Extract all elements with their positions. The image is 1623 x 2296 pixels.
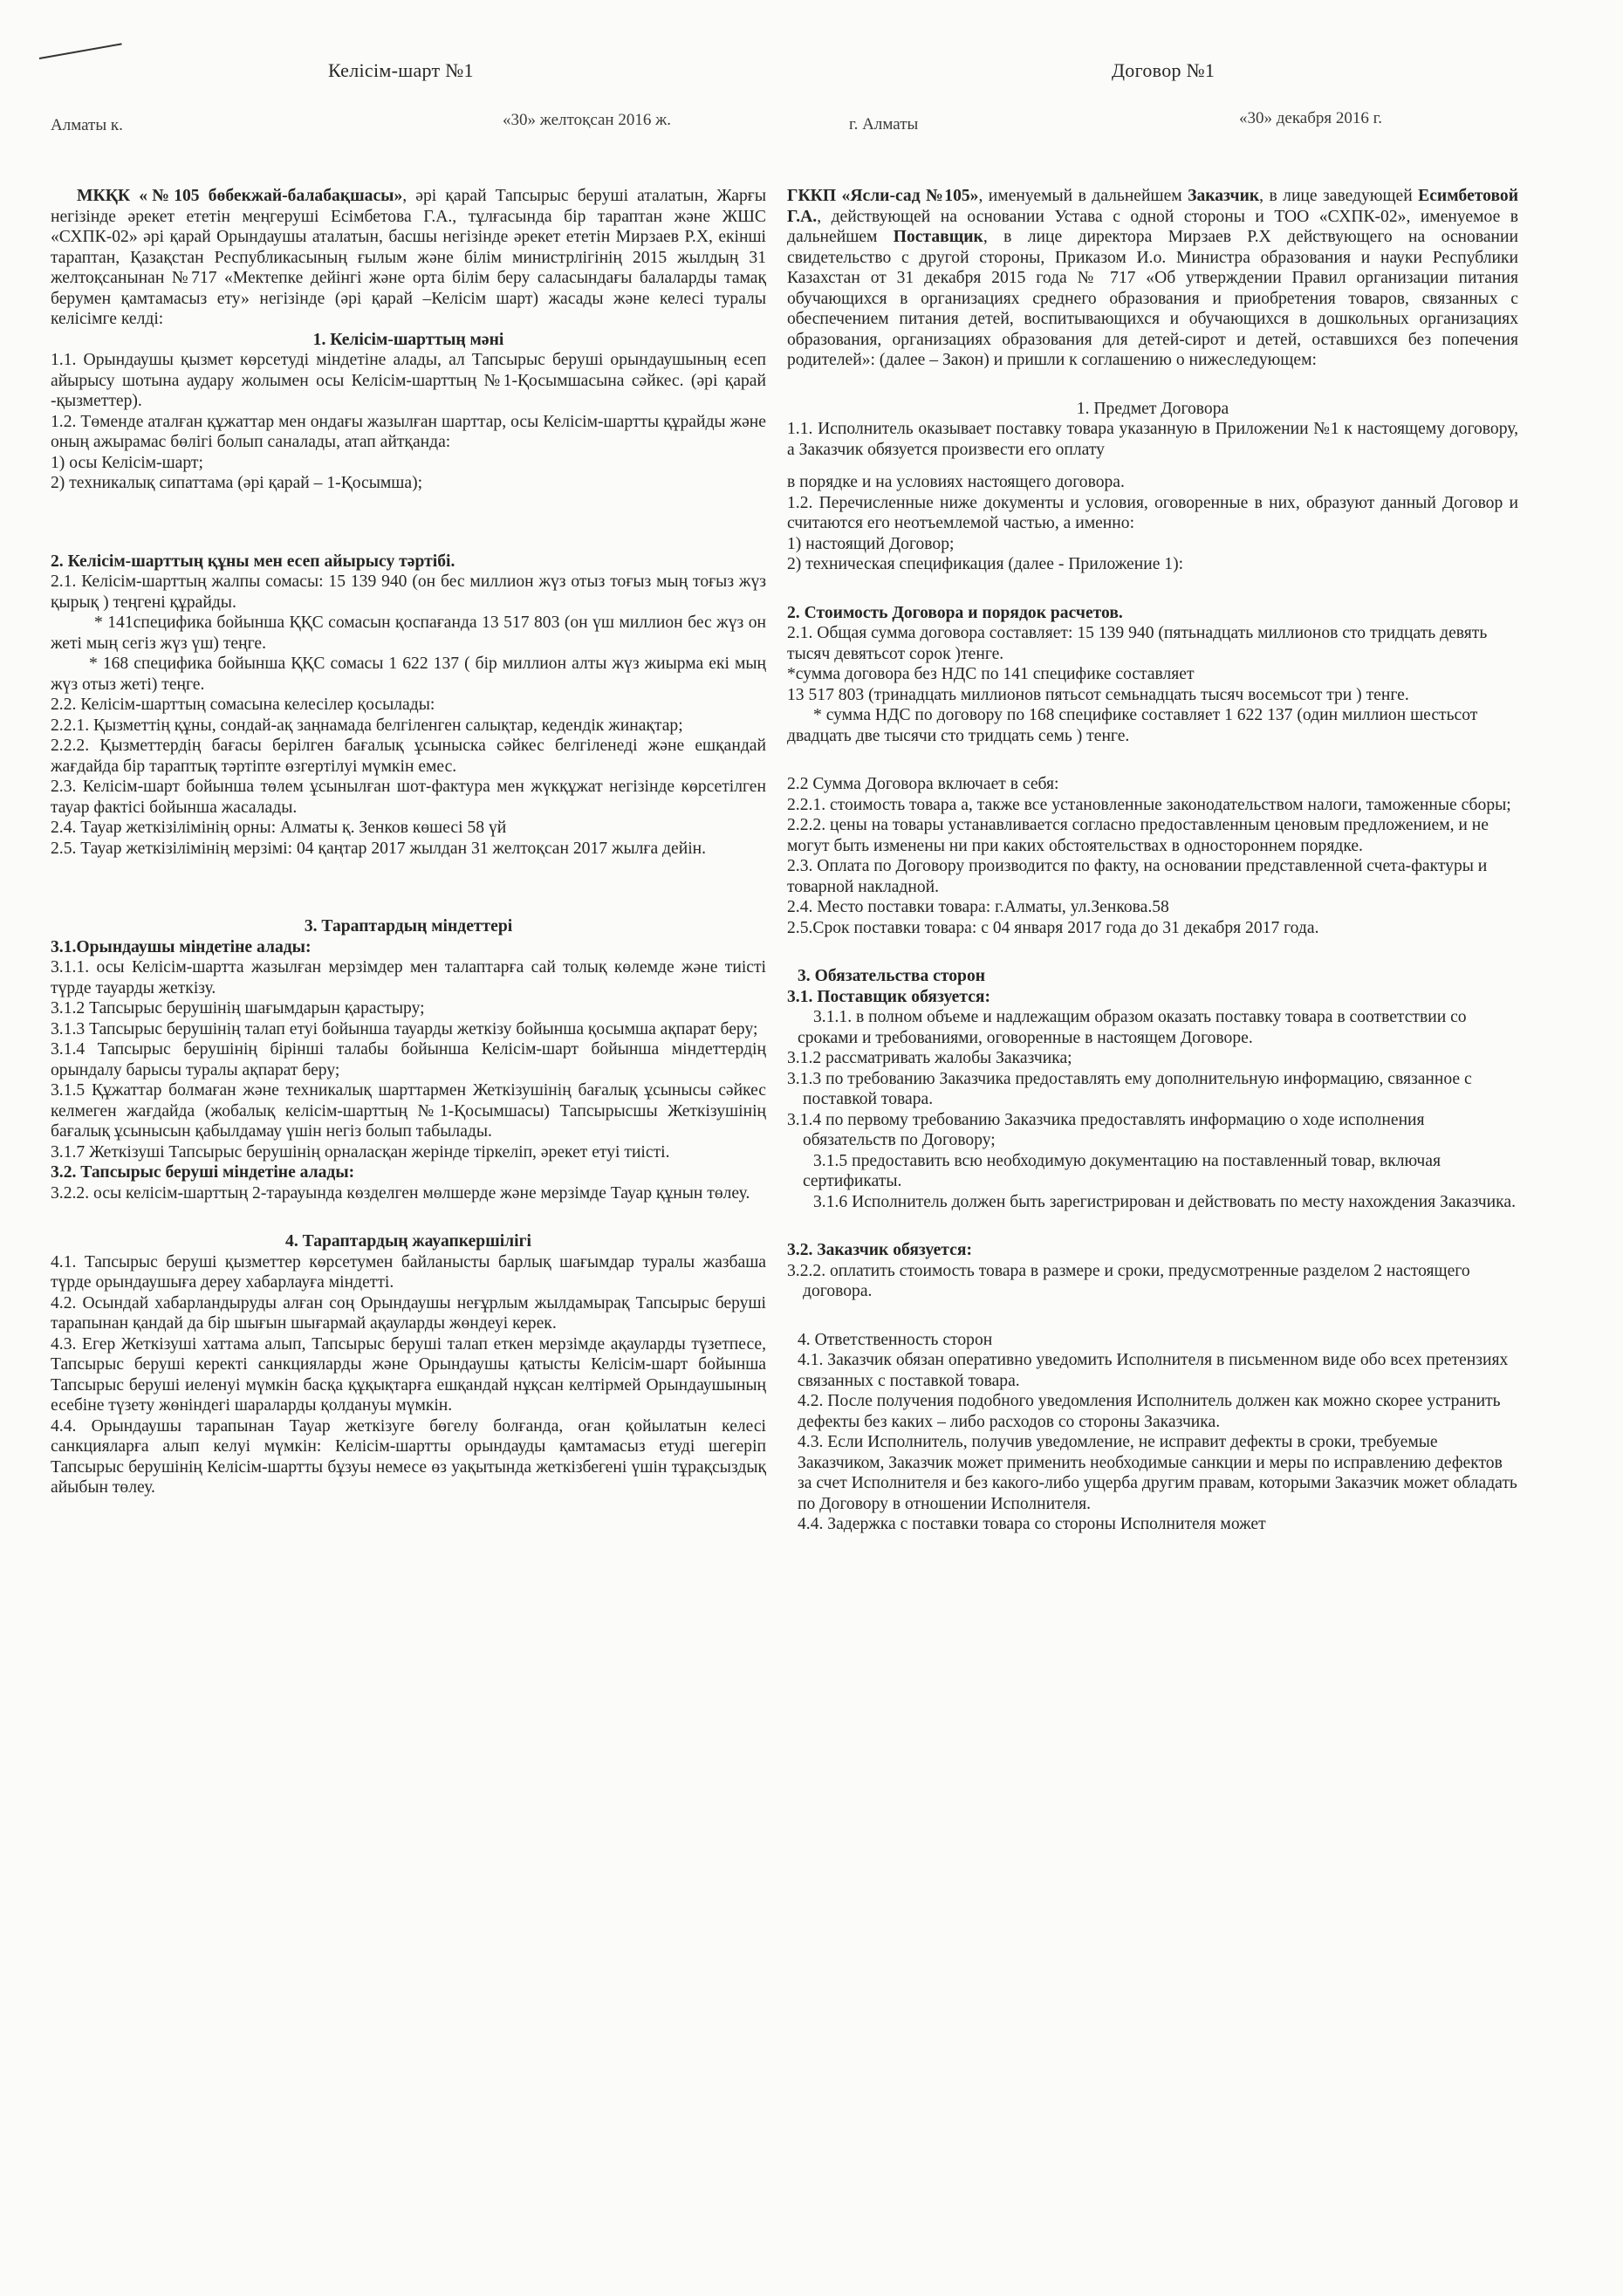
kz-s2-p8: 2.4. Тауар жеткізілімінің орны: Алматы қ. Зенков көшесі 58 үй [51, 819, 507, 837]
ru-s3-sub1: 3.1. Поставщик обязуется: [787, 987, 991, 1006]
kz-city: Алматы к. [51, 116, 123, 134]
ru-s1-heading: 1. Предмет Договора [1076, 399, 1229, 418]
ru-s3-p3: 3.1.3 по требованию Заказчика предоставлять ему дополнительную информацию, связанное с поставкой товара. [787, 1069, 1472, 1108]
ru-s2-p7: 2.2.2. цены на товары устанавливается согласно предоставленным ценовым предложением, и не могут быть изменены ни при каких обстоятельствах в одностороннем порядке. [787, 816, 1489, 855]
kz-column [51, 186, 766, 1498]
ru-city: г. Алматы [849, 115, 919, 134]
kz-s3-sub2: 3.2. Тапсырыс беруші міндетіне алады: [51, 1163, 355, 1182]
kz-s2-p4: 2.2. Келісім-шарттың сомасына келесілер қосылады: [51, 696, 435, 714]
ru-s1-i2: 2) техническая спецификация (далее - Приложение 1): [787, 555, 1184, 573]
kz-customer-name: МКҚК «№105 бөбекжай-балабақшасы» [77, 187, 403, 205]
kz-s4-p4: 4.4. Орындаушы тарапынан Тауар жеткізуге бөгелу болғанда, оған қойылатын келесі санкцияларға алып келуі мүмкін: Келісім-шартты орындауды қамтамасыз етуді шегеріп Тапсырыс берушінің Келісім-шартты бұзуы немесе өз уақытында жеткізбегені үшін тұрақсыздық айыбын төлеу. [51, 1416, 766, 1497]
kz-intro: МКҚК «№105 бөбекжай-балабақшасы», әрі қарай Тапсырыс беруші аталатын, Жарғы негізінде әрекет ететін меңгеруші Есімбетова Г.А., тұлғасында бір тараптан және ЖШС «СХПК-02» әрі қарай Орындаушы аталатын, басшы негізінде әрекет ететін Мирзаев Р.Х, екінші тараптан, Қазақстан Республикасының ғылым және білім министрлігінің 2015 жылдың 31 желтоқсанынан №717 «Мектепке дейінгі және орта білім беру саласындағы балаларды тамақ берумен қамтамасыз ету» негізінде (әрі қарай –Келісім шарт) жасады және келесі туралы келісімге келді: [51, 187, 766, 328]
kz-s2-p9: 2.5. Тауар жеткізілімінің мерзімі: 04 қаңтар 2017 жылдан 31 желтоқсан 2017 жылға дейін. [51, 839, 707, 858]
ru-s4-p3: 4.3. Если Исполнитель, получив уведомление, не исправит дефекты в сроки, требуемые Заказчиком, Заказчик может применить необходимые санкции и меры по исправлению дефектов за счет Исполнителя и без какого-либо ущерба другим правам, которыми Заказчик может обладать по Договору в отношении Исполнителя. [798, 1433, 1517, 1513]
kz-s4-p1: 4.1. Тапсырыс беруші қызметтер көрсетумен байланысты барлық шағымдар туралы жазбаша түрде орындаушыға дереу хабарлауға міндетті. [51, 1252, 766, 1292]
kz-s3-p1: 3.1.1. осы Келісім-шартта жазылған мерзімдер мен талаптарға сай толық көлемде және тиісті түрде тауарды жеткізу. [51, 958, 766, 997]
ru-s1-p2: 1.2. Перечисленные ниже документы и условия, оговоренные в них, образуют данный Договор и считаются его неотъемлемой частью, а именно: [787, 493, 1518, 532]
kz-s2-p6: 2.2.2. Қызметтердің бағасы берілген бағалық ұсыныска сәйкес белгіленеді және ешқандай жағдайда бір тараптық тәртіпте өзгертілуі мүмкін емес. [51, 737, 766, 776]
kz-s3-heading: 3. Тараптардың міндеттері [304, 917, 513, 936]
ru-date: «30» декабря 2016 г. [1239, 109, 1383, 127]
kz-s3-sub1: 3.1.Орындаушы міндетіне алады: [51, 937, 312, 956]
ru-s3-p5: 3.1.5 предоставить всю необходимую документацию на поставленный товар, включая сертификаты. [803, 1151, 1441, 1190]
kz-s2-p3: * 168 спецификa бойынша ҚҚС сомасы 1 622 137 ( бір миллион алты жүз жиырма екі мың жүз отыз жеті) теңге. [51, 655, 766, 694]
ru-s2-p9: 2.4. Место поставки товара: г.Алматы, ул.Зенкова.58 [787, 898, 1169, 916]
kz-contract-title: Келісім-шарт №1 [328, 59, 474, 81]
ru-intro: ГККП «Ясли-сад №105», именуемый в дальнейшем Заказчик, в лице заведующей Есимбетовой Г.А., действующей на основании Устава с одной стороны и ТОО «СХПК-02», именуемое в дальнейшем Поставщик, в лице директора Мирзаев Р.Х действующего на основании свидетельство с другой стороны, Приказом И.о. Министра образования и науки Республики Казахстан от 31 декабря 2015 года № 717 «Об утверждении Правил организации питания обучающихся в организациях среднего образования и приобретения товаров, связанных с обеспечением питания детей, воспитывающихся и обучающихся в дошкольных организациях образования, организациях образования для детей-сирот и детей, оставшихся без попечения родителей»: (далее – Закон) и пришли к соглашению о нижеследующем: [787, 187, 1519, 369]
kz-s3-p2: 3.1.2 Тапсырыс берушінің шағымдарын қарастыру; [51, 999, 425, 1018]
ru-s2-p4: * сумма НДС по договору по 168 специфике составляет 1 622 137 (один миллион шестьсот двадцать две тысячи сто тридцать семь ) тенге. [787, 706, 1478, 745]
ru-s2-p1: 2.1. Общая сумма договора составляет: 15 139 940 (пятьнадцать миллионов сто тридцать девять тысяч девятьсот сорок )тенге. [787, 624, 1488, 663]
ru-s1-p1b: в порядке и на условиях настоящего договора. [787, 473, 1125, 491]
kz-s3-p7: 3.2.2. осы келісім-шарттың 2-тарауында көзделген мөлшерде және мерзімде Тауар құнын төлеу. [51, 1183, 750, 1203]
kz-date: «30» желтоқсан 2016 ж. [503, 111, 671, 129]
ru-s2-p6: 2.2.1. стоимость товара а, также все установленные законодательством налоги, таможенные сборы; [787, 795, 1511, 814]
kz-s2-p2: * 141спецификa бойынша ҚҚС сомасын қоспағанда 13 517 803 (он үш миллион бес жүз он жеті мың сегіз жүз үш) теңге. [51, 613, 766, 653]
ru-s2-p8: 2.3. Оплата по Договору производится по факту, на основании представленной счета-фактуры и товарной накладной. [787, 857, 1488, 896]
ru-s3-sub2: 3.2. Заказчик обязуется: [787, 1241, 972, 1259]
kz-s3-p4: 3.1.4 Тапсырыс берушінің бірінші талабы бойынша Келісім-шарт бойынша міндеттердің орындалу барысы туралы ақпарат беру; [51, 1040, 766, 1079]
ru-s1-i1: 1) настоящий Договор; [787, 534, 955, 553]
kz-s1-p2: 1.2. Төменде аталған құжаттар мен ондағы жазылған шарттар, осы Келісім-шартты құрайды және оның ажырамас бөлігі болып саналады, атап айтқанда: [51, 412, 766, 451]
ru-s4-heading: 4. Ответственность сторон [798, 1330, 993, 1349]
kz-s2-heading: 2. Келісім-шарттың құны мен есеп айырысу тәртібі. [51, 552, 455, 571]
kz-s3-p5: 3.1.5 Құжаттар болмаған және техникалық шарттармен Жеткізушінің бағалық ұсынысы сәйкес келмеген жағдайда (жобалық келісім-шарттың №1-Қосымшасы) Тапсырысшы Жеткізушінің бағалық ұсынысын қабылдамау үшін негіз болып табылады. [51, 1081, 766, 1141]
ru-s3-p1: 3.1.1. в полном объеме и надлежащим образом оказать поставку товара в соответствии со сроками и требованиями, оговоренные в настоящем Договоре. [798, 1008, 1467, 1047]
ru-s3-heading: 3. Обязательства сторон [798, 967, 986, 985]
kz-s3-p6: 3.1.7 Жеткізуші Тапсырыс берушінің орналасқан жерінде тіркеліп, әрекет етуі тиісті. [51, 1142, 670, 1162]
kz-s2-p7: 2.3. Келісім-шарт бойынша төлем ұсынылған шот-фактура мен жүкқұжат негізінде көрсетілген тауар фактісі бойынша жасалады. [51, 778, 766, 817]
ru-s2-p10: 2.5.Срок поставки товара: с 04 января 2017 года до 31 декабря 2017 года. [787, 918, 1319, 937]
kz-s4-p3: 4.3. Егер Жеткізуші хаттама алып, Тапсырыс беруші талап еткен мерзімде ақауларды түзетпесе, Тапсырыс беруші керекті санкцияларды және Орындаушы қатысты Келісім-шарт бойынша Тапсырыс беруші иеленуі мүмкін басқа құқықтарға ешқандай нұқсан келтірмей Орындаушының есебіне түзету жөніндегі шараларды қолдануы мүмкін. [51, 1334, 766, 1415]
ru-s3-p4: 3.1.4 по первому требованию Заказчика предоставлять информацию о ходе исполнения обязательств по Договору; [787, 1110, 1425, 1149]
ru-s2-p2: *сумма договора без НДС по 141 специфике составляет [787, 665, 1195, 683]
ru-column [787, 186, 1518, 1535]
ru-s4-p4: 4.4. Задержка с поставки товара со стороны Исполнителя может [798, 1515, 1266, 1533]
kz-s1-p1: 1.1. Орындаушы қызмет көрсетуді міндетіне алады, ал Тапсырыс беруші орындаушының есеп айырысу шотына аудару жолымен осы Келісім-шарттың №1-Қосымшасына сәйкес. (әрі қарай -қызметтер). [51, 351, 766, 410]
ru-s2-p5: 2.2 Сумма Договора включает в себя: [787, 775, 1059, 793]
kz-s1-i1: 1) осы Келісім-шарт; [51, 453, 203, 472]
ru-s1-p1: 1.1. Исполнитель оказывает поставку товара указанную в Приложении №1 к настоящему договору, а Заказчик обязуется произвести его оплату [787, 420, 1518, 459]
ru-s2-heading: 2. Стоимость Договора и порядок расчетов. [787, 603, 1123, 622]
ru-s4-p1: 4.1. Заказчик обязан оперативно уведомить Исполнителя в письменном виде обо всех претензиях связанных с поставкой товара. [798, 1351, 1509, 1390]
kz-s3-p3: 3.1.3 Тапсырыс берушінің талап етуі бойынша тауарды жеткізу бойынша қосымша ақпарат беру; [51, 1019, 758, 1038]
kz-s1-heading: 1. Келісім-шарттың мәні [312, 330, 504, 349]
ru-contract-title: Договор №1 [1112, 59, 1216, 81]
kz-s4-heading: 4. Тараптардың жауапкершілігі [285, 1232, 531, 1251]
ru-s3-p7: 3.2.2. оплатить стоимость товара в размере и сроки, предусмотренные разделом 2 настоящего договора. [787, 1261, 1470, 1300]
ru-s3-p6: 3.1.6 Исполнитель должен быть зарегистрирован и действовать по месту нахождения Заказчика. [813, 1192, 1516, 1211]
ru-s3-p2: 3.1.2 рассматривать жалобы Заказчика; [787, 1049, 1072, 1067]
kz-s4-p2: 4.2. Осындай хабарландыруды алған соң Орындаушы неғұрлым жылдамырақ Тапсырыс беруші тарапынан қандай да бір шығын шығармай ақауларды жөндеуі керек. [51, 1293, 766, 1333]
kz-s2-p1: 2.1. Келісім-шарттың жалпы сомасы: 15 139 940 (он бес миллион жүз отыз тоғыз мың тоғыз жүз қырық ) теңгені құрайды. [51, 572, 766, 612]
kz-s1-i2: 2) техникалық сипаттама (әрі қарай – 1-Қосымша); [51, 474, 423, 492]
ru-s4-p2: 4.2. После получения подобного уведомления Исполнитель должен как можно скорее устранить дефекты без каких – либо расходов со стороны Заказчика. [798, 1392, 1501, 1431]
ru-s2-p3: 13 517 803 (тринадцать миллионов пятьсот семьнадцать тысяч восемьсот три ) тенге. [787, 685, 1409, 704]
kz-s2-p5: 2.2.1. Қызметтің құны, сондай-ақ заңнамада белгіленген салықтар, кедендік жинақтар; [51, 716, 683, 735]
